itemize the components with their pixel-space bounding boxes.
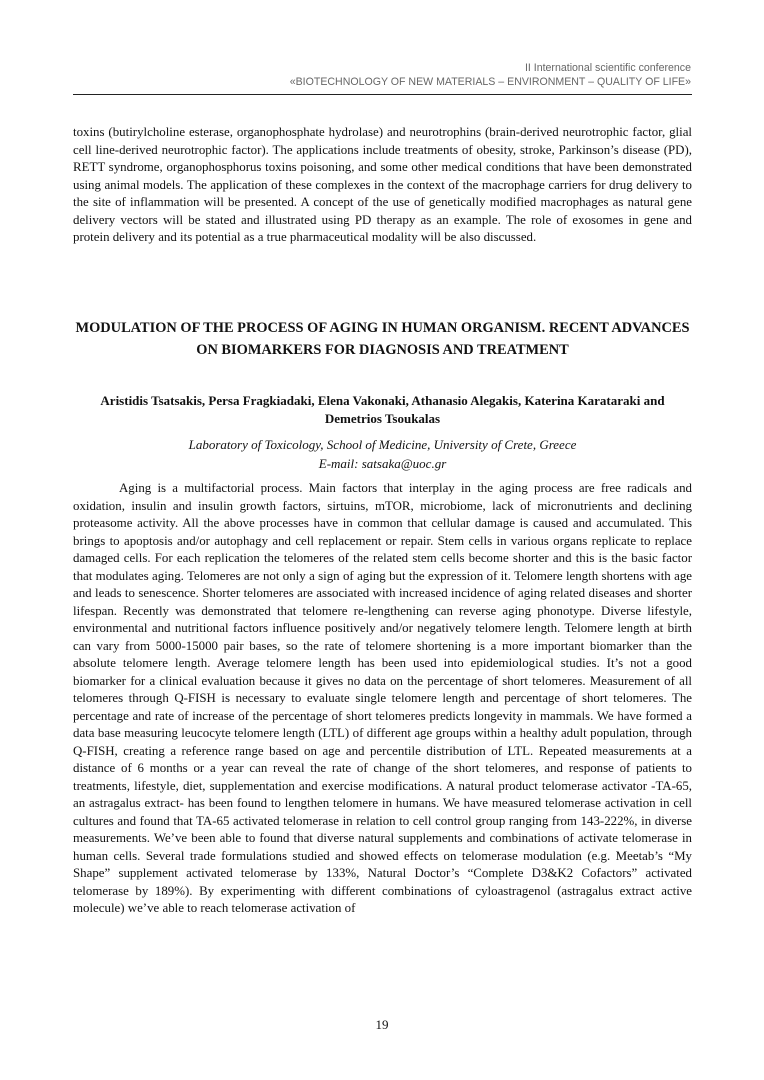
contact-email: E-mail: satsaka@uoc.gr xyxy=(318,456,447,471)
intro-paragraph: toxins (butirylcholine esterase, organophosphate hydrolase) and neurotrophins (brain-derived neurotrophic factor, glial cell line-derived neurotrophic factor). The applications include treatments of obesity, stroke, Parkinson’s disease (PD), RETT syndrome, organophosphorus toxins poisoning, and some other medical conditions that have been demonstrated using animal models. The application of these complexes in the context of the macrophage carriers for drug delivery to the site of inflammation will be presented. A concept of the use of genetically modified macrophages as natural gene delivery vectors will be stated and illustrated using PD therapy as an example. The role of exosomes in gene and protein delivery and its potential as a true pharmaceutical modality will be also discussed. xyxy=(73,125,692,244)
conference-name: II International scientific conference xyxy=(524,62,691,74)
article-affiliation-block xyxy=(73,435,692,473)
conference-subtitle: «BIOTECHNOLOGY OF NEW MATERIALS – ENVIRONMENT – QUALITY OF LIFE» xyxy=(289,76,691,88)
abstract-paragraph: Aging is a multifactorial process. Main factors that interplay in the aging process are free radicals and oxidation, insulin and insulin growth factors, sirtuins, mTOR, microbiome, lack of micronutrients and declining proteasome activity. All the above processes have in common that cellular damage is caused and accumulated. This brings to apoptosis and/or autophagy and cell replacement or repair. Stem cells in various organs replicate to replace damaged cells. For each replication the telomeres of the related stem cells become shorter and this is the basic factor that modulates aging. Telomeres are not only a sign of aging but the expression of it. Telomere length shortens with age and leads to senescence. Shorter telomeres are associated with increased incidence of aging related diseases and shorter lifespan. Recently was demonstrated that telomere re-lengthening can reverse aging phonotype. Diverse lifestyle, environmental and nutritional factors influence positively and/or negatively telomere length. Telomere length at birth can vary from 5000-15000 pair bases, so the rate of telomere shortening is a more important biomarker than the absolute telomere length. Average telomere length has been used into epidemiological studies. It’s not a good biomarker for a clinical evaluation because it gives no data on the percentage of short telomeres. Measurement of all telomeres through Q-FISH is necessary to evaluate single telomere length and percentage of short telomeres. The percentage and rate of increase of the percentage of short telomeres predicts longevity in mammals. We have formed a data base measuring leucocyte telomere length (LTL) of different age groups within a healthy adult population, through Q-FISH, creating a reference range based on age and percentile distribution of LTL. Repeated measurements at a distance of 6 months or a year can reveal the rate of change of the short telomeres, and response of patients to treatments, lifestyle, diet, supplementation and exercise modifications. A natural product telomerase activator -TA-65, an astragalus extract- has been found to lengthen telomere in humans. We have measured telomerase activation in cell cultures and found that TA-65 activated telomerase in relation to cell control group ranging from 143-222%, in diverse measurements. We’ve been able to found that diverse natural supplements and combinations of activate telomerase in human cells. Several trade formulations studied and showed effects on telomerase modulation (e.g. Meetab’s “My Shape” supplement activated telomerase by 133%, Natural Doctor’s “Complete D3&K2 Cofactors” activated telomerase by 189%). By experimenting with different combinations of cyloastragenol (astragalus extract active molecule) we’ve able to reach telomerase activation of xyxy=(73,481,692,915)
header-divider xyxy=(73,94,692,95)
article-title: MODULATION OF THE PROCESS OF AGING IN HUMAN ORGANISM. RECENT ADVANCES ON BIOMARKERS FOR DIAGNOSIS AND TREATMENT xyxy=(75,320,690,358)
affiliation: Laboratory of Toxicology, School of Medicine, University of Crete, Greece xyxy=(188,437,577,452)
running-header xyxy=(71,61,691,89)
article-authors: Aristidis Tsatsakis, Persa Fragkiadaki, Elena Vakonaki, Athanasio Alegakis, Katerina Karataraki and Demetrios Tsoukalas xyxy=(100,393,665,426)
page-number: 19 xyxy=(375,1017,389,1032)
